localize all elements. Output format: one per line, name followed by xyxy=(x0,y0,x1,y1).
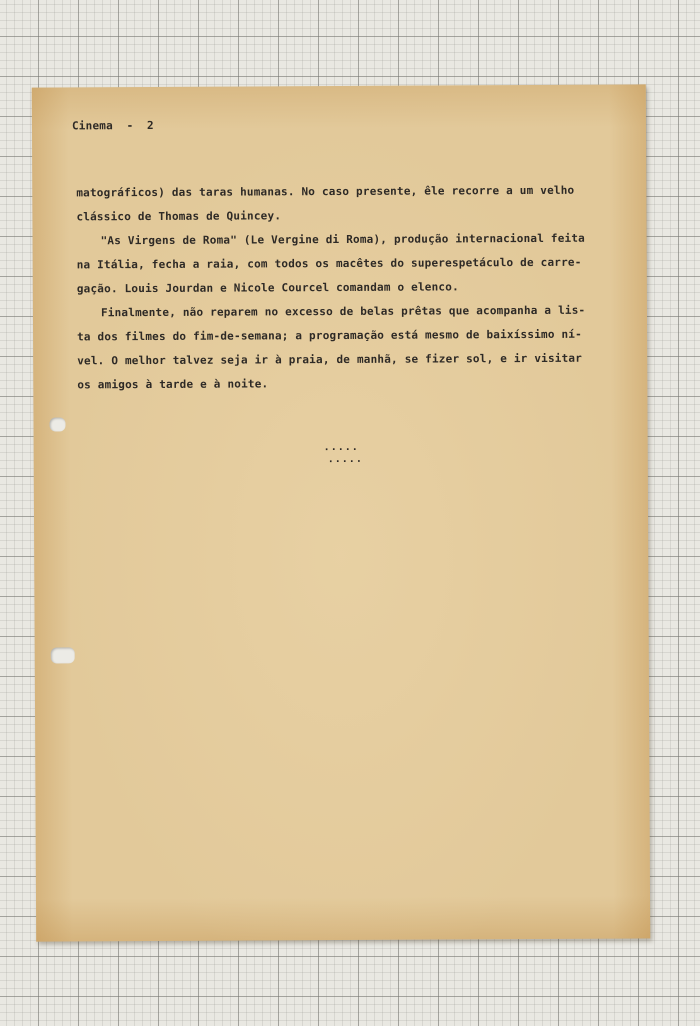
text-line: matográficos) das taras humanas. No caso presente, êle recorre a um velho xyxy=(76,183,575,200)
body-text xyxy=(76,179,625,398)
end-separator xyxy=(324,442,363,466)
text-line: Finalmente, não reparem no excesso de belas prêtas que acompanha a lis- xyxy=(100,303,586,320)
typed-page xyxy=(32,84,650,941)
text-line: na Itália, fecha a raia, com todos os macêtes do superespetáculo de carre- xyxy=(76,255,582,272)
separator-row: ..... xyxy=(327,453,363,466)
page-header: Cinema - 2 xyxy=(71,118,154,133)
text-line: ta dos filmes do fim-de-semana; a programação está mesmo de baixíssimo ní- xyxy=(77,327,582,344)
text-line: "As Virgens de Roma" (Le Vergine di Roma), produção internacional feita xyxy=(100,231,586,248)
text-line: vel. O melhor talvez seja ir à praia, de manhã, se fizer sol, e ir visitar xyxy=(77,351,583,368)
separator-row: ..... xyxy=(323,441,359,454)
text-line: os amigos à tarde e à noite. xyxy=(77,377,269,392)
punch-hole-bottom xyxy=(51,647,75,663)
text-line: clássico de Thomas de Quincey. xyxy=(76,209,282,224)
text-line: gação. Louis Jourdan e Nicole Courcel comandam o elenco. xyxy=(76,280,459,296)
punch-hole-top xyxy=(49,417,65,431)
